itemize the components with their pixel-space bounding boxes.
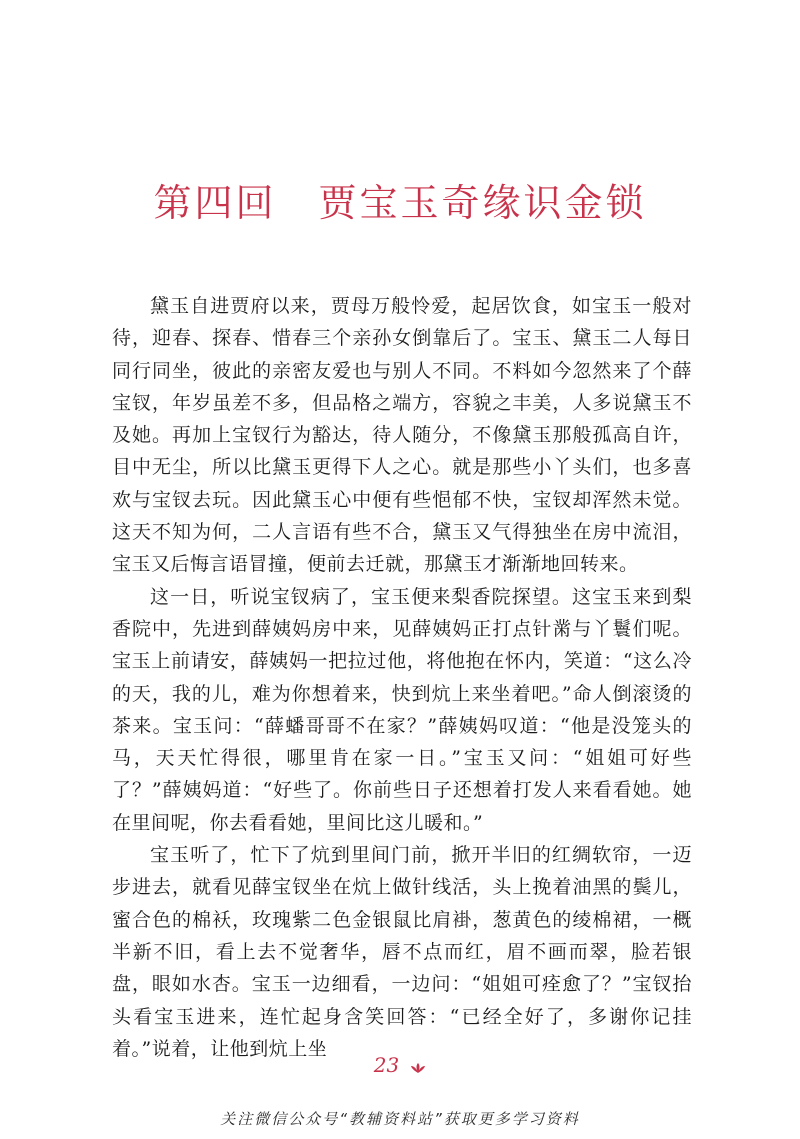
paragraph-3: 宝玉听了，忙下了炕到里间门前，掀开半旧的红绸软帘，一迈步进去，就看见薛宝钗坐在炕上做针线活，头上挽着油黑的鬓儿，蜜合色的棉袄，玫瑰紫二色金银鼠比肩褂，葱黄色的绫棉裙，一概半新不旧，看上去不觉奢华，唇不点而红，眉不画而翠，脸若银盘，眼如水杏。宝玉一边细看，一边问：“姐姐可痊愈了？”宝钗抬头看宝玉进来，连忙起身含笑回答：“已经全好了，多谢你记挂着。”说着，让他到炕上坐 xyxy=(112,844,692,1060)
chapter-number: 第四回 xyxy=(153,181,277,225)
paragraph-2: 这一日，听说宝钗病了，宝玉便来梨香院探望。这宝玉来到梨香院中，先进到薛姨妈房中来，见薛姨妈正打点针黹与丫鬟们呢。宝玉上前请安，薛姨妈一把拉过他，将他抱在怀内，笑道：“这么冷的天，我的儿，难为你想着来，快到炕上来坐着吧。”命人倒滚烫的茶来。宝玉问：“薛蟠哥哥不在家？”薛姨妈叹道：“他是没笼头的马，天天忙得很，哪里肯在家一日。”宝玉又问：“姐姐可好些了？”薛姨妈道：“好些了。你前些日子还想着打发人来看看她。她在里间呢，你去看看她，里间比这儿暖和。” xyxy=(112,585,692,834)
page-number: 23 xyxy=(373,1053,400,1077)
flower-ornament-icon xyxy=(410,1059,426,1071)
page-footer xyxy=(0,1053,800,1077)
chapter-name: 贾宝玉奇缘识金锁 xyxy=(318,181,647,225)
paragraph-1: 黛玉自进贾府以来，贾母万般怜爱，起居饮食，如宝玉一般对待，迎春、探春、惜春三个亲孙女倒靠后了。宝玉、黛玉二人每日同行同坐，彼此的亲密友爱也与别人不同。不料如今忽然来了个薛宝钗，年岁虽差不多，但品格之端方，容貌之丰美，人多说黛玉不及她。再加上宝钗行为豁达，待人随分，不像黛玉那般孤高自许，目中无尘，所以比黛玉更得下人之心。就是那些小丫头们，也多喜欢与宝钗去玩。因此黛玉心中便有些悒郁不快，宝钗却浑然未觉。这天不知为何，二人言语有些不合，黛玉又气得独坐在房中流泪，宝玉又后悔言语冒撞，便前去迁就，那黛玉才渐渐地回转来。 xyxy=(112,295,692,576)
chapter-body xyxy=(112,290,692,1065)
watermark-text: 关注微信公众号“教辅资料站”获取更多学习资料 xyxy=(220,1110,580,1128)
chapter-title xyxy=(0,172,800,227)
